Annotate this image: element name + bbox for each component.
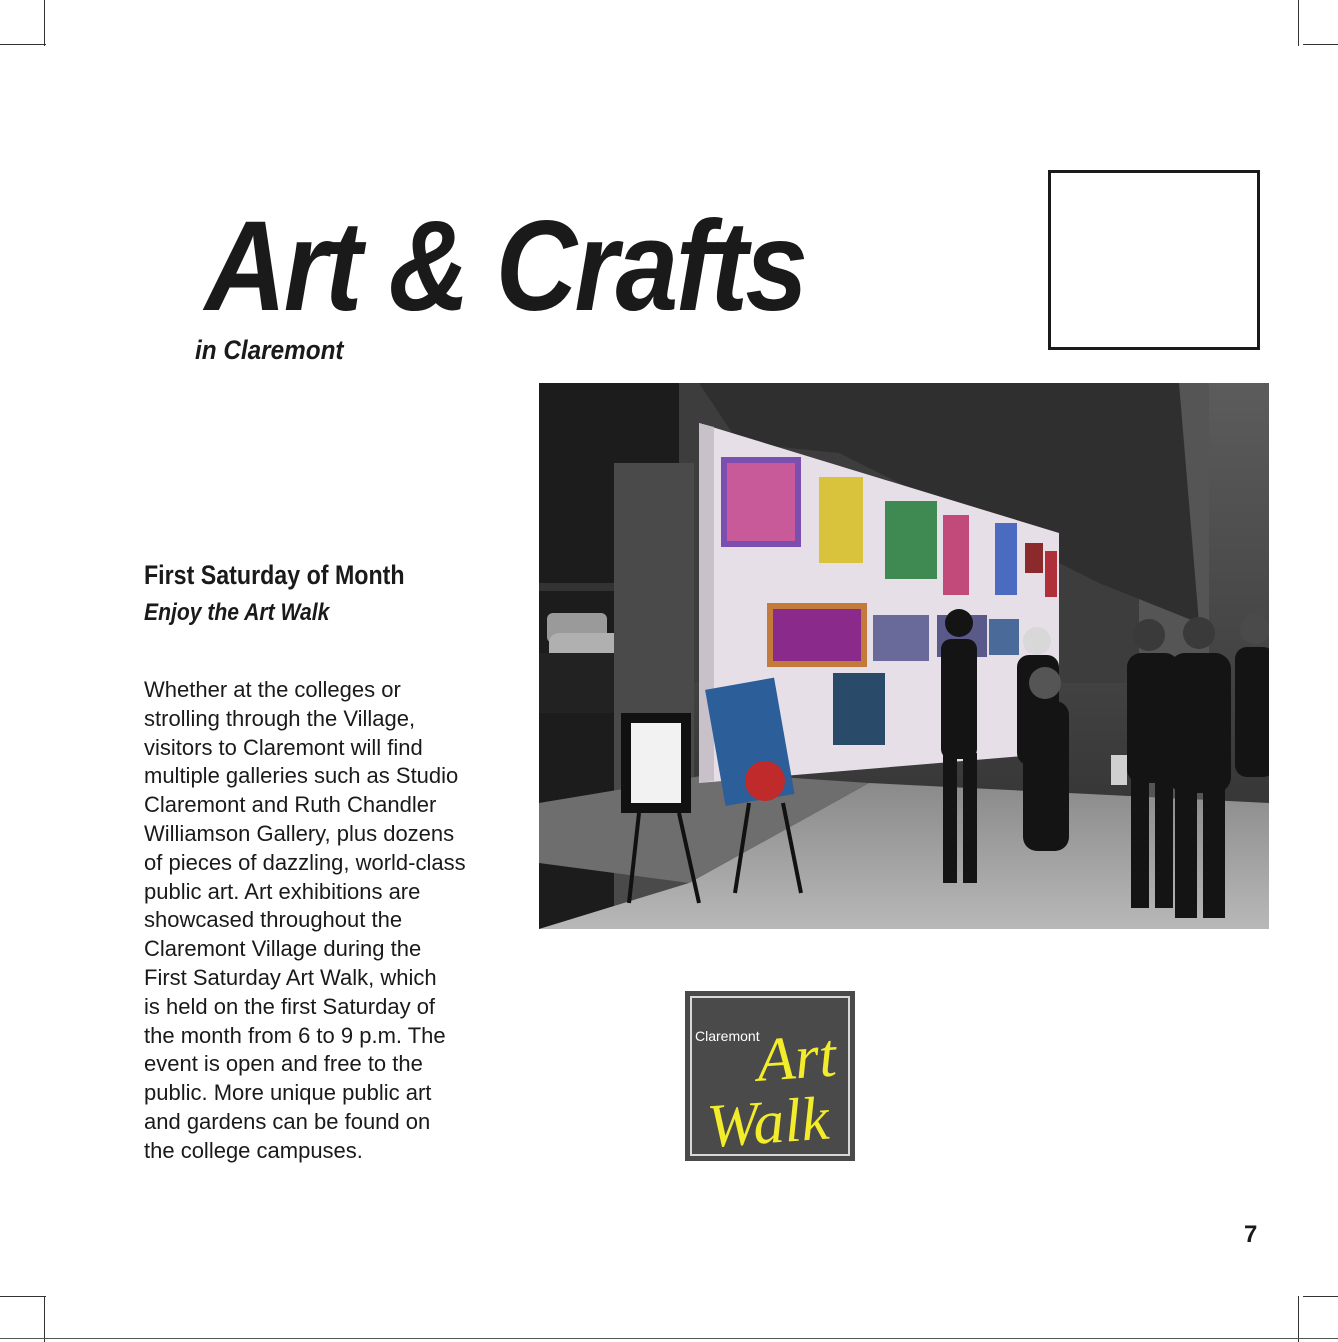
body-line: event is open and free to the (144, 1051, 423, 1077)
section-subheading: Enjoy the Art Walk (144, 599, 330, 626)
crop-mark-top-left-v (44, 0, 45, 46)
body-line: public. More unique public art (144, 1080, 432, 1106)
body-line: strolling through the Village, (144, 705, 416, 731)
body-line: Claremont Village during the (144, 936, 422, 962)
crop-mark-bottom-right-h (1303, 1296, 1338, 1297)
body-line: showcased throughout the (144, 907, 403, 933)
page-title: Art & Crafts (205, 195, 806, 338)
bottom-rule (0, 1338, 1338, 1339)
crop-mark-bottom-left-h (0, 1296, 46, 1297)
body-line: the month from 6 to 9 p.m. The (144, 1022, 446, 1048)
section-heading: First Saturday of Month (144, 560, 405, 590)
logo-walk-text: Walk (704, 1084, 832, 1161)
logo-small-text: Claremont (695, 1028, 760, 1044)
page-subtitle: in Claremont (195, 335, 344, 365)
art-walk-photo-illustration (539, 383, 1269, 929)
logo-art-text: Art (754, 1021, 839, 1095)
empty-frame-box (1048, 170, 1260, 350)
body-line: of pieces of dazzling, world-class (144, 849, 466, 875)
crop-mark-top-right-v (1298, 0, 1299, 46)
crop-mark-bottom-left-v (44, 1296, 45, 1342)
body-line: is held on the first Saturday of (144, 993, 436, 1019)
body-line: visitors to Claremont will find (144, 734, 423, 760)
crop-mark-top-left-h (0, 44, 46, 45)
page-number: 7 (1244, 1221, 1258, 1248)
body-line: multiple galleries such as Studio (144, 763, 459, 789)
crop-mark-bottom-right-v (1298, 1296, 1299, 1342)
logo-lettering (685, 991, 855, 1161)
body-line: public art. Art exhibitions are (144, 878, 421, 904)
body-line: First Saturday Art Walk, which (144, 964, 437, 990)
art-walk-photo (539, 383, 1269, 929)
body-line: Claremont and Ruth Chandler (144, 792, 437, 818)
body-line: Williamson Gallery, plus dozens (144, 820, 455, 846)
body-line: Whether at the colleges or (144, 677, 401, 702)
body-line: the college campuses. (144, 1137, 363, 1163)
body-line: and gardens can be found on (144, 1108, 431, 1134)
crop-mark-top-right-h (1303, 44, 1338, 45)
body-paragraph (144, 676, 504, 1166)
art-walk-logo (685, 991, 855, 1161)
